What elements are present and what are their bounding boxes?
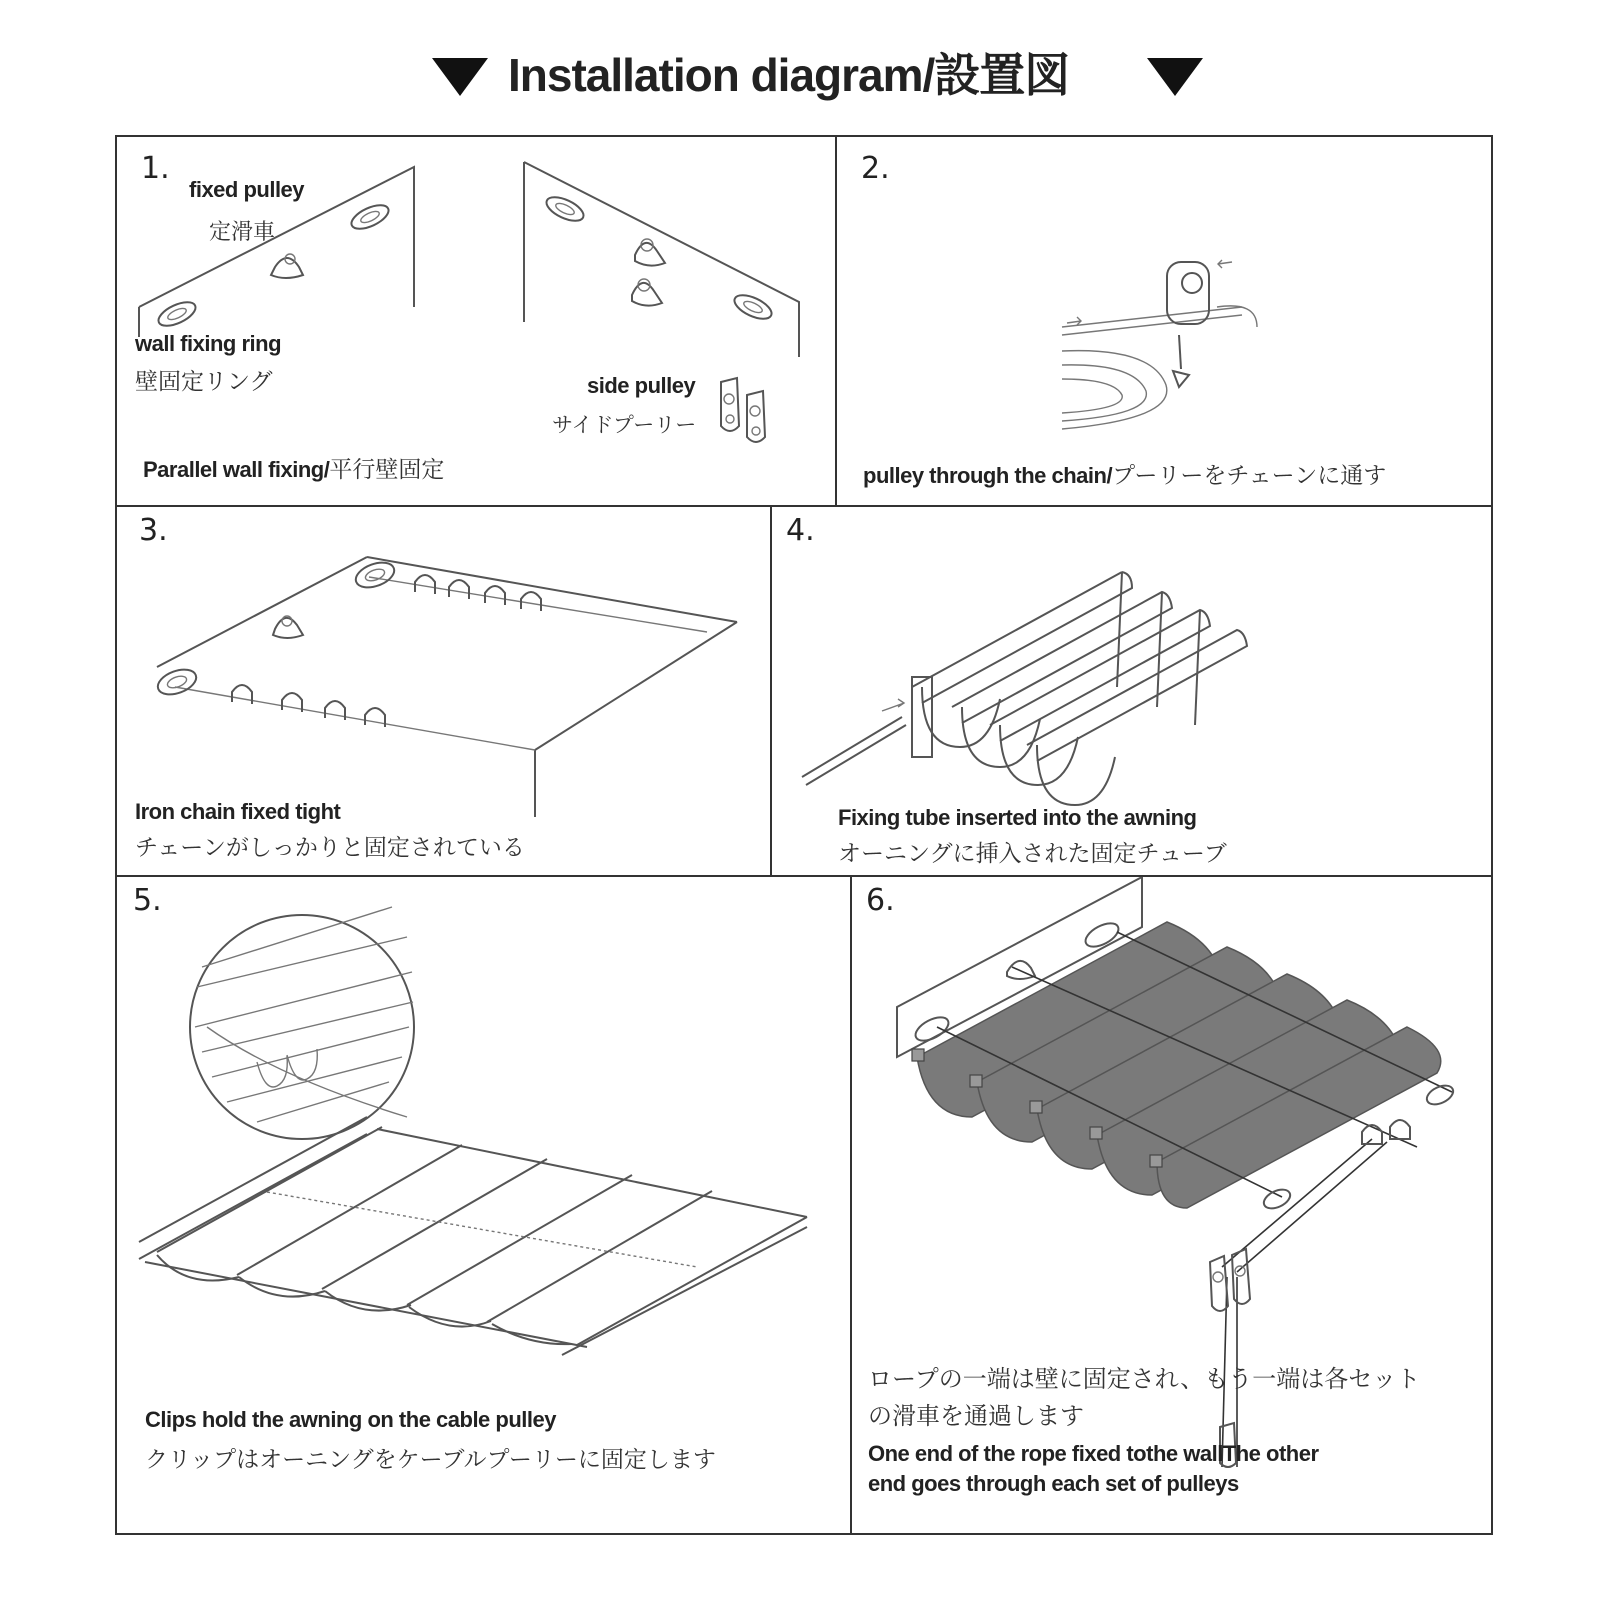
down-triangle-icon: [432, 58, 488, 96]
step-number: 2.: [861, 151, 890, 186]
step-number: 4.: [786, 513, 815, 548]
fixed-pulley-label-jp: 定滑車: [209, 220, 276, 245]
side-pulley-label: side pulley: [587, 373, 696, 398]
step-number: 6.: [866, 883, 895, 918]
panel-4: [770, 505, 1493, 877]
wall-ring-label-jp: 壁固定リング: [135, 369, 273, 395]
panel-3: [115, 505, 772, 877]
wall-ring-label: wall fixing ring: [135, 331, 282, 356]
panel-caption: Clips hold the awning on the cable pulley クリップはオーニングをケーブルプーリーに固定します: [145, 1407, 716, 1473]
panel-6: [850, 875, 1493, 1535]
step-number: 5.: [133, 883, 162, 918]
panel-caption: Parallel wall fixing/平行壁固定: [143, 457, 445, 483]
step-number: 1.: [141, 151, 170, 186]
panel-5: [115, 875, 852, 1535]
step-number: 3.: [139, 513, 168, 548]
panel-caption: pulley through the chain/プーリーをチェーンに通す: [863, 463, 1387, 489]
side-pulley-label-jp: サイドプーリー: [552, 413, 697, 437]
panel-caption: Fixing tube inserted into the awning オーニングに挿入された固定チューブ: [838, 805, 1227, 867]
panel-1: [115, 135, 837, 507]
pulley-chain-illustration: [837, 137, 1493, 507]
panel-caption: ロープの一端は壁に固定され、もう一端は各セット の滑車を通過します One end of the rope fixed tothe wallThe other end goes through each set of pulleys: [868, 1365, 1421, 1496]
header: [0, 40, 1600, 110]
panel-2: [835, 135, 1493, 507]
fixed-pulley-label: fixed pulley: [189, 177, 305, 202]
down-triangle-icon: [1147, 58, 1203, 96]
panel-caption: Iron chain fixed tight チェーンがしっかりと固定されている: [135, 799, 525, 861]
page-title: Installation diagram/設置図: [508, 49, 1070, 101]
